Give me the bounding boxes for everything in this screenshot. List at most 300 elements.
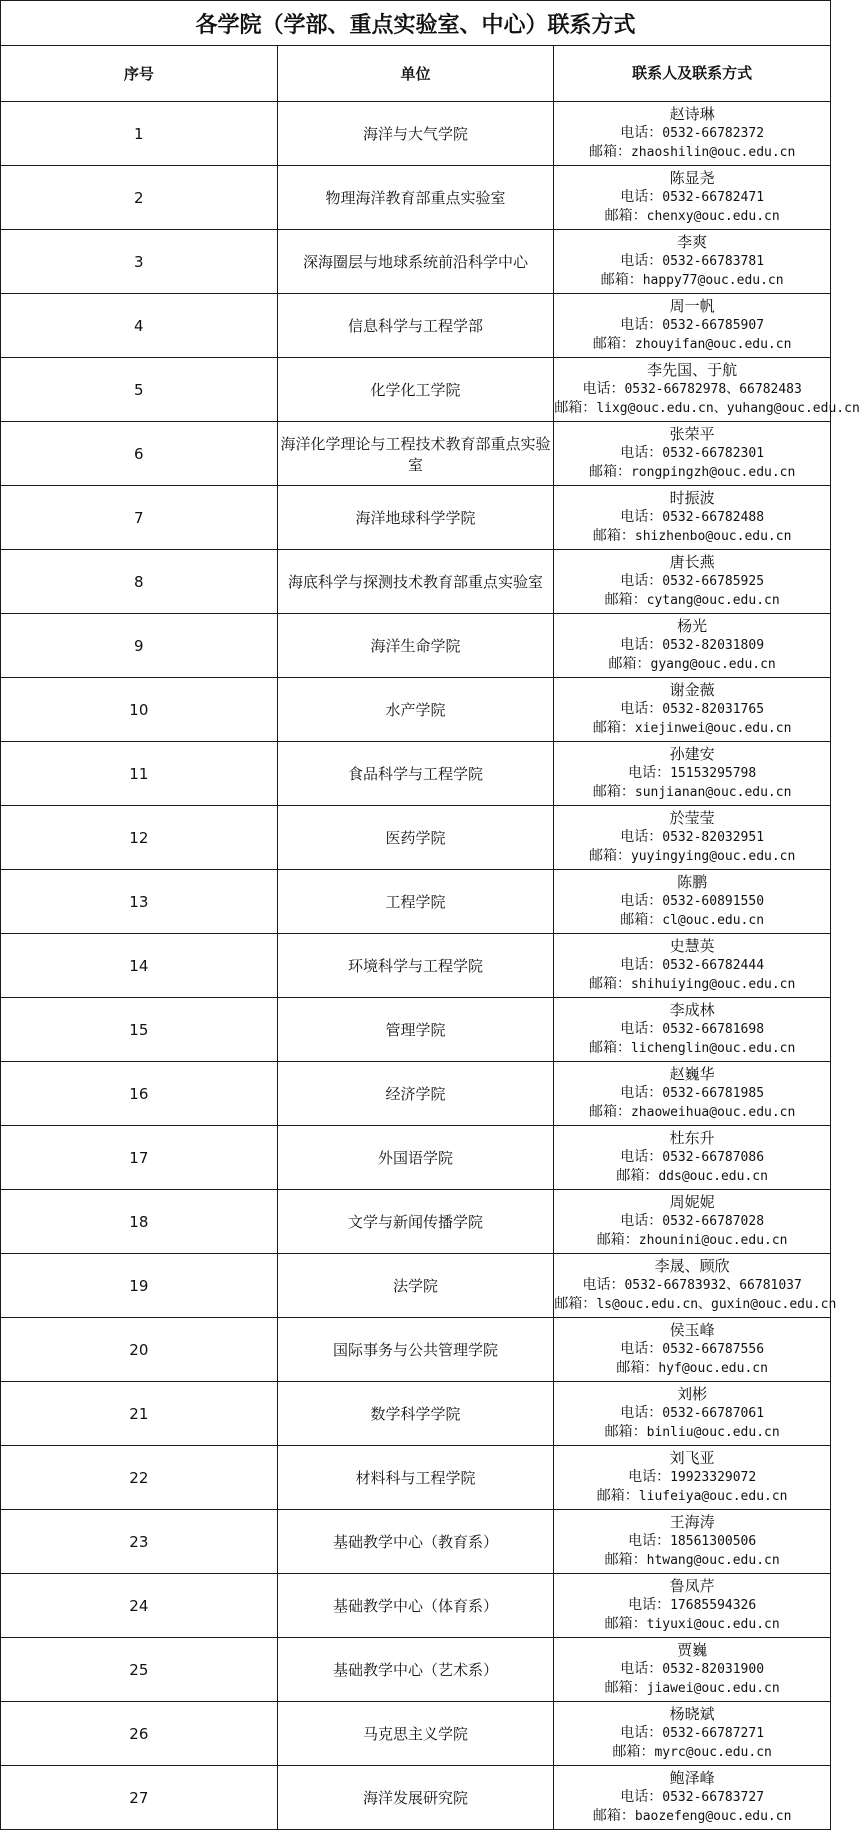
contact-email-line [554, 1295, 837, 1314]
contact-phone-line [554, 1084, 830, 1103]
phone-value: 15153295798 [670, 766, 757, 781]
contact-name: 杨光 [677, 617, 708, 635]
table-row [1, 1702, 831, 1766]
phone-label: 电话： [620, 317, 663, 333]
table-row [1, 486, 831, 550]
email-value[interactable]: ls@ouc.edu.cn、guxin@ouc.edu.cn [596, 1297, 837, 1312]
contact-name: 周一帆 [669, 297, 715, 315]
phone-label: 电话： [620, 701, 663, 717]
row-contact [554, 998, 831, 1062]
phone-label: 电话： [620, 893, 663, 909]
row-seq: 16 [1, 1062, 278, 1126]
contact-phone-line [554, 1532, 830, 1551]
contact-name: 赵诗琳 [669, 105, 715, 123]
email-label: 邮箱： [612, 1744, 655, 1760]
row-seq: 17 [1, 1126, 278, 1190]
phone-label: 电话： [620, 1661, 663, 1677]
phone-label: 电话： [620, 573, 663, 589]
row-contact [554, 230, 831, 294]
contact-email-line [554, 847, 830, 866]
row-unit: 基础教学中心（体育系） [277, 1574, 554, 1638]
table-title: 各学院（学部、重点实验室、中心）联系方式 [1, 1, 831, 46]
row-seq: 13 [1, 870, 278, 934]
table-row [1, 934, 831, 998]
email-value[interactable]: baozefeng@ouc.edu.cn [634, 1809, 792, 1824]
row-contact [554, 1126, 831, 1190]
row-contact [554, 294, 831, 358]
row-contact [554, 1510, 831, 1574]
phone-label: 电话： [620, 253, 663, 269]
email-value[interactable]: rongpingzh@ouc.edu.cn [630, 465, 796, 480]
contact-phone-line [554, 444, 830, 463]
row-unit: 数学科学学院 [277, 1382, 554, 1446]
email-value[interactable]: dds@ouc.edu.cn [658, 1169, 768, 1184]
row-unit: 食品科学与工程学院 [277, 742, 554, 806]
phone-value: 0532-66781985 [662, 1086, 765, 1101]
row-contact [554, 550, 831, 614]
email-label: 邮箱： [588, 1040, 631, 1056]
contact-phone-line [554, 1596, 830, 1615]
row-contact [554, 1446, 831, 1510]
contact-email-line [554, 335, 830, 354]
row-unit: 信息科学与工程学部 [277, 294, 554, 358]
table-row [1, 294, 831, 358]
email-label: 邮箱： [596, 1488, 639, 1504]
row-seq: 9 [1, 614, 278, 678]
row-contact [554, 1702, 831, 1766]
phone-value: 0532-66783727 [662, 1790, 765, 1805]
phone-label: 电话： [620, 957, 663, 973]
phone-value: 0532-66787086 [662, 1150, 765, 1165]
phone-value: 0532-82031809 [662, 638, 765, 653]
contact-email-line [554, 143, 830, 162]
table-row [1, 1190, 831, 1254]
phone-value: 0532-66782444 [662, 958, 765, 973]
row-unit: 材料科与工程学院 [277, 1446, 554, 1510]
phone-label: 电话： [620, 1149, 663, 1165]
contact-name: 鲍泽峰 [669, 1769, 715, 1787]
contact-email-line [554, 399, 860, 418]
row-unit: 基础教学中心（艺术系） [277, 1638, 554, 1702]
email-value[interactable]: lixg@ouc.edu.cn、yuhang@ouc.edu.cn [596, 401, 860, 416]
table-row [1, 1254, 831, 1318]
table-row [1, 166, 831, 230]
row-contact [554, 742, 831, 806]
email-label: 邮箱： [592, 720, 635, 736]
email-value[interactable]: htwang@ouc.edu.cn [646, 1553, 780, 1568]
contact-email-line [554, 1103, 830, 1122]
phone-value: 0532-66782488 [662, 510, 765, 525]
email-value[interactable]: tiyuxi@ouc.edu.cn [646, 1617, 780, 1632]
table-row [1, 1446, 831, 1510]
phone-label: 电话： [620, 1725, 663, 1741]
row-unit: 深海圈层与地球系统前沿科学中心 [277, 230, 554, 294]
row-contact [554, 422, 831, 486]
contact-phone-line [554, 572, 830, 591]
contact-email-line [554, 271, 830, 290]
contact-name: 杨晓斌 [669, 1705, 715, 1723]
row-seq: 24 [1, 1574, 278, 1638]
table-row [1, 230, 831, 294]
phone-value: 0532-66782471 [662, 190, 765, 205]
row-seq: 4 [1, 294, 278, 358]
row-contact [554, 1190, 831, 1254]
phone-value: 0532-60891550 [662, 894, 765, 909]
table-row [1, 742, 831, 806]
header-unit: 单位 [277, 46, 554, 102]
table-row [1, 102, 831, 166]
row-unit: 国际事务与公共管理学院 [277, 1318, 554, 1382]
phone-label: 电话： [620, 637, 663, 653]
row-unit: 海洋发展研究院 [277, 1766, 554, 1830]
contact-name: 谢金薇 [669, 681, 715, 699]
contact-phone-line [554, 828, 830, 847]
phone-value: 0532-66787028 [662, 1214, 765, 1229]
phone-label: 电话： [620, 509, 663, 525]
phone-value: 0532-66787061 [662, 1406, 765, 1421]
contact-email-line [554, 463, 830, 482]
contact-phone-line [554, 188, 830, 207]
contact-phone-line [554, 956, 830, 975]
phone-label: 电话： [628, 1533, 671, 1549]
row-unit: 化学化工学院 [277, 358, 554, 422]
phone-value: 0532-66782301 [662, 446, 765, 461]
table-row [1, 1766, 831, 1830]
email-value[interactable]: chenxy@ouc.edu.cn [646, 209, 780, 224]
email-value[interactable]: lichenglin@ouc.edu.cn [630, 1041, 796, 1056]
row-seq: 12 [1, 806, 278, 870]
contact-name: 李爽 [677, 233, 708, 251]
email-label: 邮箱： [604, 208, 647, 224]
table-row [1, 422, 831, 486]
phone-label: 电话： [620, 1405, 663, 1421]
row-seq: 6 [1, 422, 278, 486]
email-label: 邮箱： [592, 784, 635, 800]
contact-email-line [554, 207, 830, 226]
email-value[interactable]: yuyingying@ouc.edu.cn [630, 849, 796, 864]
email-value[interactable]: happy77@ouc.edu.cn [642, 273, 784, 288]
row-seq: 20 [1, 1318, 278, 1382]
contact-name: 侯玉峰 [669, 1321, 715, 1339]
contact-phone-line [554, 1468, 830, 1487]
table-row [1, 614, 831, 678]
table-row [1, 1318, 831, 1382]
row-seq: 21 [1, 1382, 278, 1446]
row-unit: 基础教学中心（教育系） [277, 1510, 554, 1574]
table-row [1, 1638, 831, 1702]
contact-email-line [554, 1231, 830, 1250]
email-value[interactable]: jiawei@ouc.edu.cn [646, 1681, 780, 1696]
contact-phone-line [554, 1660, 830, 1679]
email-label: 邮箱： [616, 1168, 659, 1184]
contact-email-line [554, 719, 830, 738]
contact-email-line [554, 1743, 830, 1762]
phone-label: 电话： [582, 381, 625, 397]
email-label: 邮箱： [600, 272, 643, 288]
contact-name: 於莹莹 [669, 809, 715, 827]
table-row [1, 1382, 831, 1446]
row-contact [554, 614, 831, 678]
table-row [1, 550, 831, 614]
row-contact [554, 806, 831, 870]
contact-name: 王海涛 [669, 1513, 715, 1531]
table-row [1, 806, 831, 870]
contact-name: 孙建安 [669, 745, 715, 763]
contact-name: 李先国、于航 [647, 361, 738, 379]
phone-label: 电话： [620, 1021, 663, 1037]
phone-value: 0532-82031900 [662, 1662, 765, 1677]
contact-name: 时振波 [669, 489, 715, 507]
contact-phone-line [554, 892, 830, 911]
phone-value: 0532-82031765 [662, 702, 765, 717]
phone-value: 0532-66787271 [662, 1726, 765, 1741]
row-contact [554, 1574, 831, 1638]
phone-value: 0532-66782372 [662, 126, 765, 141]
row-unit: 海底科学与探测技术教育部重点实验室 [277, 550, 554, 614]
contact-email-line [554, 1487, 830, 1506]
phone-value: 0532-66783932、66781037 [624, 1278, 802, 1293]
email-label: 邮箱： [588, 976, 631, 992]
email-label: 邮箱： [596, 1232, 639, 1248]
email-value[interactable]: xiejinwei@ouc.edu.cn [634, 721, 792, 736]
email-label: 邮箱： [616, 1360, 659, 1376]
email-value[interactable]: cl@ouc.edu.cn [662, 913, 765, 928]
email-label: 邮箱： [592, 1808, 635, 1824]
contact-email-line [554, 1423, 830, 1442]
contact-name: 鲁凤芹 [669, 1577, 715, 1595]
phone-value: 0532-66782978、66782483 [624, 382, 802, 397]
contact-name: 刘飞亚 [669, 1449, 715, 1467]
row-seq: 22 [1, 1446, 278, 1510]
contact-phone-line [554, 508, 830, 527]
contact-name: 贾巍 [677, 1641, 708, 1659]
phone-label: 电话： [620, 829, 663, 845]
contact-email-line [554, 655, 830, 674]
row-seq: 7 [1, 486, 278, 550]
email-value[interactable]: shizhenbo@ouc.edu.cn [634, 529, 792, 544]
contact-name: 杜东升 [669, 1129, 715, 1147]
row-contact [554, 1318, 831, 1382]
row-unit: 海洋生命学院 [277, 614, 554, 678]
row-seq: 2 [1, 166, 278, 230]
row-seq: 26 [1, 1702, 278, 1766]
row-unit: 外国语学院 [277, 1126, 554, 1190]
row-seq: 10 [1, 678, 278, 742]
contact-email-line [554, 975, 830, 994]
phone-label: 电话： [582, 1277, 625, 1293]
email-value[interactable]: myrc@ouc.edu.cn [654, 1745, 772, 1760]
email-label: 邮箱： [554, 1296, 597, 1312]
contact-phone-line [554, 316, 830, 335]
contact-email-line [554, 591, 830, 610]
contact-phone-line [554, 252, 830, 271]
email-label: 邮箱： [604, 592, 647, 608]
contact-phone-line [554, 1340, 830, 1359]
email-value[interactable]: cytang@ouc.edu.cn [646, 593, 780, 608]
contact-phone-line [554, 700, 830, 719]
email-value[interactable]: binliu@ouc.edu.cn [646, 1425, 780, 1440]
contact-phone-line [554, 1404, 830, 1423]
row-seq: 18 [1, 1190, 278, 1254]
contact-phone-line [554, 1212, 830, 1231]
table-row [1, 1510, 831, 1574]
email-label: 邮箱： [604, 1616, 647, 1632]
contact-name: 刘彬 [677, 1385, 708, 1403]
row-unit: 管理学院 [277, 998, 554, 1062]
row-unit: 海洋化学理论与工程技术教育部重点实验室 [277, 422, 554, 486]
email-label: 邮箱： [588, 144, 631, 160]
table-row [1, 870, 831, 934]
contact-phone-line [554, 1276, 830, 1295]
phone-value: 19923329072 [670, 1470, 757, 1485]
row-seq: 23 [1, 1510, 278, 1574]
contact-email-line [554, 783, 830, 802]
row-contact [554, 678, 831, 742]
email-value[interactable]: hyf@ouc.edu.cn [658, 1361, 768, 1376]
email-label: 邮箱： [620, 912, 663, 928]
email-label: 邮箱： [608, 656, 651, 672]
phone-label: 电话： [628, 1597, 671, 1613]
email-value[interactable]: zhounini@ouc.edu.cn [638, 1233, 788, 1248]
email-value[interactable]: gyang@ouc.edu.cn [650, 657, 776, 672]
contact-name: 陈鹏 [677, 873, 708, 891]
email-label: 邮箱： [588, 464, 631, 480]
row-unit: 物理海洋教育部重点实验室 [277, 166, 554, 230]
row-seq: 8 [1, 550, 278, 614]
row-seq: 1 [1, 102, 278, 166]
contact-name: 赵巍华 [669, 1065, 715, 1083]
row-contact [554, 1254, 837, 1318]
row-seq: 11 [1, 742, 278, 806]
email-label: 邮箱： [604, 1680, 647, 1696]
contact-email-line [554, 1167, 830, 1186]
phone-value: 0532-66781698 [662, 1022, 765, 1037]
phone-value: 0532-66787556 [662, 1342, 765, 1357]
email-label: 邮箱： [592, 336, 635, 352]
header-contact: 联系人及联系方式 [554, 46, 831, 102]
row-seq: 25 [1, 1638, 278, 1702]
table-row [1, 1126, 831, 1190]
phone-value: 0532-66785925 [662, 574, 765, 589]
row-unit: 工程学院 [277, 870, 554, 934]
contact-name: 唐长燕 [669, 553, 715, 571]
contact-phone-line [554, 380, 830, 399]
row-unit: 经济学院 [277, 1062, 554, 1126]
header-row [1, 46, 831, 102]
contact-name: 张荣平 [669, 425, 715, 443]
row-contact [554, 870, 831, 934]
phone-value: 17685594326 [670, 1598, 757, 1613]
contact-name: 周妮妮 [669, 1193, 715, 1211]
table-row [1, 1062, 831, 1126]
phone-label: 电话： [620, 1341, 663, 1357]
row-contact [554, 1766, 831, 1830]
email-label: 邮箱： [592, 528, 635, 544]
contact-email-line [554, 527, 830, 546]
email-value[interactable]: zhaoweihua@ouc.edu.cn [630, 1105, 796, 1120]
row-seq: 5 [1, 358, 278, 422]
row-contact [554, 1382, 831, 1446]
row-seq: 19 [1, 1254, 278, 1318]
email-value[interactable]: shihuiying@ouc.edu.cn [630, 977, 796, 992]
contact-email-line [554, 1551, 830, 1570]
contact-email-line [554, 1359, 830, 1378]
table-row [1, 358, 831, 422]
email-value[interactable]: liufeiya@ouc.edu.cn [638, 1489, 788, 1504]
phone-label: 电话： [620, 1085, 663, 1101]
contact-phone-line [554, 636, 830, 655]
contact-email-line [554, 1679, 830, 1698]
row-unit: 马克思主义学院 [277, 1702, 554, 1766]
phone-label: 电话： [620, 189, 663, 205]
contact-phone-line [554, 124, 830, 143]
row-unit: 法学院 [277, 1254, 554, 1318]
email-label: 邮箱： [604, 1424, 647, 1440]
contact-phone-line [554, 1724, 830, 1743]
table-row [1, 678, 831, 742]
contact-email-line [554, 1807, 830, 1826]
email-value[interactable]: zhaoshilin@ouc.edu.cn [630, 145, 796, 160]
title-row [1, 1, 831, 46]
contact-phone-line [554, 764, 830, 783]
row-contact [554, 934, 831, 998]
table-body [1, 102, 860, 1830]
row-contact [554, 358, 860, 422]
contact-email-line [554, 1615, 830, 1634]
table-row [1, 998, 831, 1062]
row-unit: 海洋地球科学学院 [277, 486, 554, 550]
row-contact [554, 486, 831, 550]
email-label: 邮箱： [588, 1104, 631, 1120]
contact-phone-line [554, 1788, 830, 1807]
phone-value: 0532-82032951 [662, 830, 765, 845]
row-contact [554, 166, 831, 230]
row-seq: 14 [1, 934, 278, 998]
row-unit: 水产学院 [277, 678, 554, 742]
contact-name: 李晟、顾欣 [654, 1257, 730, 1275]
row-unit: 环境科学与工程学院 [277, 934, 554, 998]
contact-name: 李成林 [669, 1001, 715, 1019]
phone-label: 电话： [620, 1213, 663, 1229]
row-seq: 3 [1, 230, 278, 294]
row-unit: 海洋与大气学院 [277, 102, 554, 166]
contact-phone-line [554, 1020, 830, 1039]
row-seq: 27 [1, 1766, 278, 1830]
email-value[interactable]: zhouyifan@ouc.edu.cn [634, 337, 792, 352]
email-label: 邮箱： [554, 400, 597, 416]
contact-name: 陈显尧 [669, 169, 715, 187]
phone-value: 18561300506 [670, 1534, 757, 1549]
phone-label: 电话： [628, 765, 671, 781]
contact-phone-line [554, 1148, 830, 1167]
row-unit: 文学与新闻传播学院 [277, 1190, 554, 1254]
phone-label: 电话： [620, 1789, 663, 1805]
phone-label: 电话： [628, 1469, 671, 1485]
table-row [1, 1574, 831, 1638]
email-label: 邮箱： [604, 1552, 647, 1568]
email-value[interactable]: sunjianan@ouc.edu.cn [634, 785, 792, 800]
contact-email-line [554, 1039, 830, 1058]
email-label: 邮箱： [588, 848, 631, 864]
row-contact [554, 1062, 831, 1126]
contact-email-line [554, 911, 830, 930]
contact-name: 史慧英 [669, 937, 715, 955]
phone-value: 0532-66783781 [662, 254, 765, 269]
row-contact [554, 1638, 831, 1702]
phone-label: 电话： [620, 125, 663, 141]
header-seq: 序号 [1, 46, 278, 102]
phone-label: 电话： [620, 445, 663, 461]
